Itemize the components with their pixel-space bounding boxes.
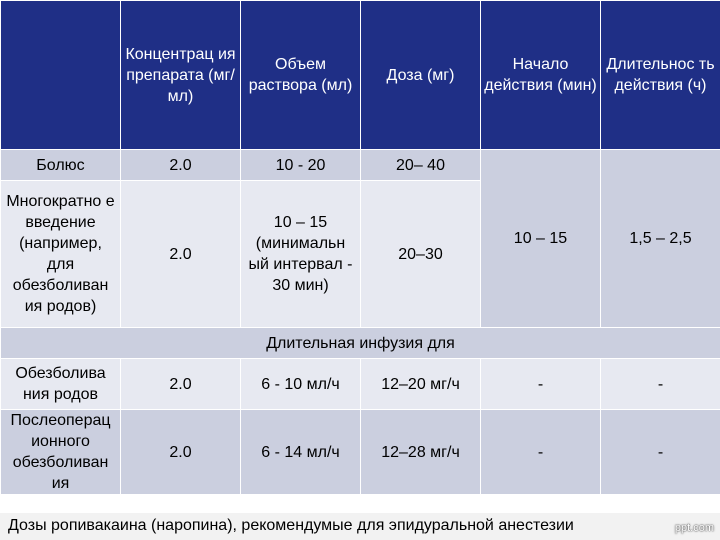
row-label-multiple: Многократно е введение (например, для обезболиван ия родов) bbox=[1, 181, 121, 328]
header-duration: Длительнос ть действия (ч) bbox=[601, 1, 720, 150]
header-row bbox=[1, 1, 720, 150]
cell-labor-duration: - bbox=[601, 359, 720, 410]
cell-bolus-concentration: 2.0 bbox=[121, 150, 241, 181]
cell-multiple-dose: 20–30 bbox=[361, 181, 481, 328]
cell-bolus-volume: 10 - 20 bbox=[241, 150, 361, 181]
cell-postop-dose: 12–28 мг/ч bbox=[361, 410, 481, 495]
row-label-labor: Обезболива ния родов bbox=[1, 359, 121, 410]
cell-labor-volume: 6 - 10 мл/ч bbox=[241, 359, 361, 410]
table-row-bolus bbox=[1, 150, 720, 181]
header-concentration: Концентрац ия препарата (мг/мл) bbox=[121, 1, 241, 150]
table-row-infusion-header bbox=[1, 328, 720, 359]
infusion-section-header: Длительная инфузия для bbox=[1, 328, 720, 359]
header-dose: Доза (мг) bbox=[361, 1, 481, 150]
cell-shared-onset: 10 – 15 bbox=[481, 150, 601, 328]
cell-multiple-concentration: 2.0 bbox=[121, 181, 241, 328]
cell-labor-concentration: 2.0 bbox=[121, 359, 241, 410]
row-label-postop: Послеоперац ионного обезболиван ия bbox=[1, 410, 121, 495]
cell-postop-volume: 6 - 14 мл/ч bbox=[241, 410, 361, 495]
cell-postop-duration: - bbox=[601, 410, 720, 495]
cell-bolus-dose: 20– 40 bbox=[361, 150, 481, 181]
cell-labor-dose: 12–20 мг/ч bbox=[361, 359, 481, 410]
cell-shared-duration: 1,5 – 2,5 bbox=[601, 150, 720, 328]
header-onset: Начало действия (мин) bbox=[481, 1, 601, 150]
watermark: ppt.com bbox=[674, 522, 714, 534]
cell-postop-concentration: 2.0 bbox=[121, 410, 241, 495]
table-row-labor bbox=[1, 359, 720, 410]
row-label-bolus: Болюс bbox=[1, 150, 121, 181]
table-row-postop bbox=[1, 410, 720, 495]
cell-multiple-volume: 10 – 15 (минимальн ый интервал - 30 мин) bbox=[241, 181, 361, 328]
header-corner bbox=[1, 1, 121, 150]
cell-labor-onset: - bbox=[481, 359, 601, 410]
header-volume: Объем раствора (мл) bbox=[241, 1, 361, 150]
cell-postop-onset: - bbox=[481, 410, 601, 495]
slide-caption: Дозы ропивакаина (наропина), рекомендумые для эпидуральной анестезии bbox=[8, 517, 574, 534]
